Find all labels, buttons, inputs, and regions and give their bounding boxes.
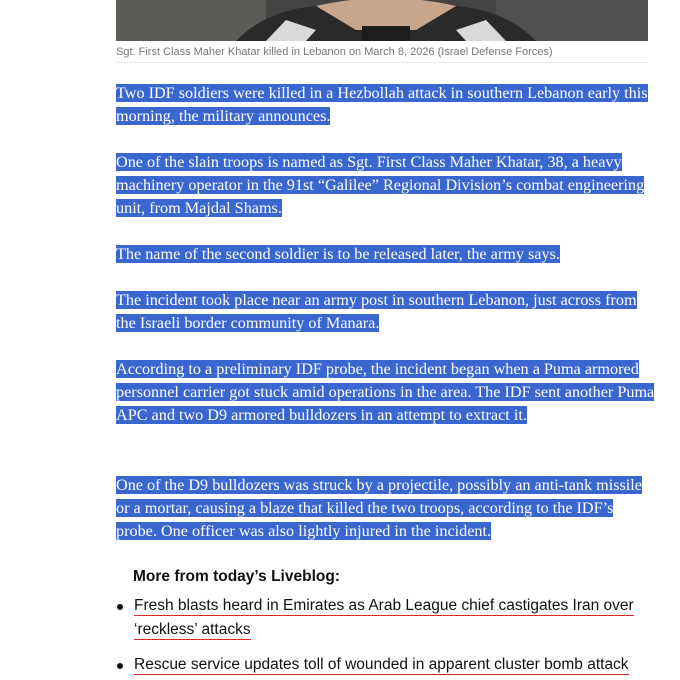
paragraph-5-text: According to a preliminary IDF probe, the incident began when a Puma armored personnel carrier got stuck amid operations in the area. The IDF sent another Puma APC and two D9 armored bulldozers in an attempt to extract it. [116, 360, 655, 424]
more-from-liveblog-list [116, 594, 656, 677]
bullet-icon [117, 604, 123, 610]
paragraph-5 [116, 358, 656, 427]
hero-photo [116, 0, 648, 41]
caption-divider [116, 62, 648, 63]
soldier-photo-icon [116, 0, 648, 41]
paragraph-3 [116, 243, 656, 266]
liveblog-link-1[interactable]: Fresh blasts heard in Emirates as Arab League chief castigates Iran over ‘reckless’ attacks [134, 597, 634, 638]
paragraph-3-text: The name of the second soldier is to be released later, the army says. [116, 245, 560, 263]
paragraph-4-text: The incident took place near an army post in southern Lebanon, just across from the Israeli border community of Manara. [116, 291, 637, 332]
paragraph-1 [116, 82, 656, 128]
liveblog-link-2[interactable]: Rescue service updates toll of wounded in apparent cluster bomb attack [134, 656, 629, 673]
photo-caption: Sgt. First Class Maher Khatar killed in Lebanon on March 8, 2026 (Israel Defense Forces) [116, 46, 553, 58]
paragraph-6-text: One of the D9 bulldozers was struck by a projectile, possibly an anti-tank missile or a mortar, causing a blaze that killed the two troops, according to the IDF’s probe. One officer was also lightly injured in the incident. [116, 476, 642, 540]
paragraph-1-text: Two IDF soldiers were killed in a Hezbollah attack in southern Lebanon early this morning, the military announces. [116, 84, 648, 125]
list-item [116, 653, 656, 677]
paragraph-2-text: One of the slain troops is named as Sgt. First Class Maher Khatar, 38, a heavy machinery operator in the 91st “Galilee” Regional Division’s combat engineering unit, from Majdal Shams. [116, 153, 645, 217]
list-item [116, 594, 656, 641]
bullet-icon [117, 663, 123, 669]
more-from-liveblog-heading: More from today’s Liveblog: [133, 568, 340, 585]
paragraph-6 [116, 474, 656, 543]
paragraph-2 [116, 151, 656, 220]
paragraph-4 [116, 289, 656, 335]
